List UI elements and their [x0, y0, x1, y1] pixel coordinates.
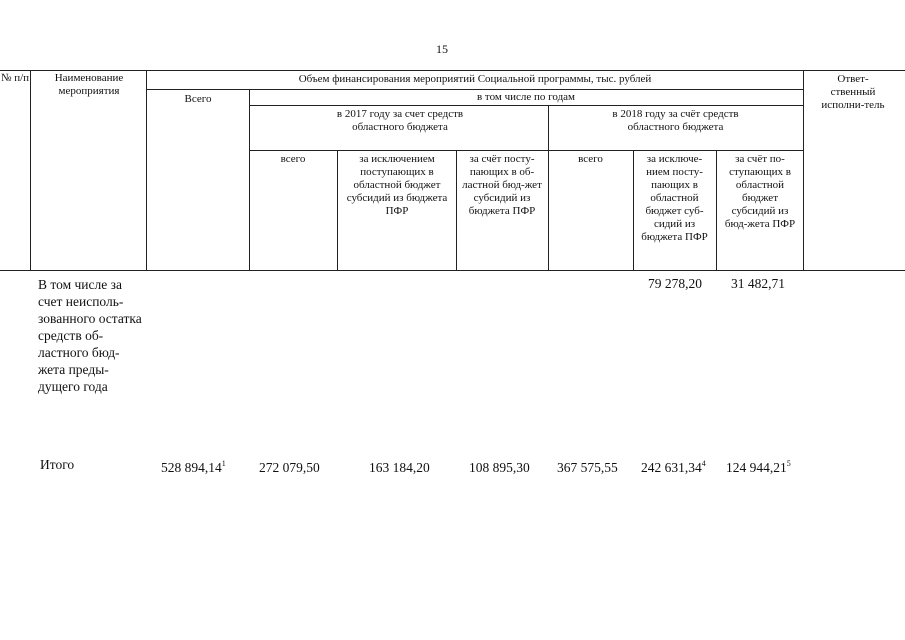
header-col-2018: в 2018 году за счёт средств областного бюджета	[612, 108, 739, 133]
total-2017-pfr: 108 895,30	[469, 460, 530, 475]
header-2018-all: всего	[578, 153, 603, 165]
header-col-name: Наименование мероприятия	[54, 72, 124, 97]
row-value-2018-excl: 79 278,20	[648, 276, 702, 291]
total-value: 528 894,14$^1$	[161, 459, 226, 475]
total-2017-all: 272 079,50	[259, 460, 320, 475]
page-number: 15	[436, 42, 448, 56]
header-2017-pfr: за счёт посту-пающих в об-ластной бюд-жет субсидий из бюджета ПФР	[462, 153, 542, 217]
header-2018-pfr: за счёт по-ступающих в областной бюджет субсидий из бюд-жета ПФР	[724, 153, 796, 230]
header-col-2017: в 2017 году за счет средств областного бюджета	[336, 108, 464, 133]
header-2017-all: всего	[280, 153, 306, 165]
header-col-number: № п/п	[0, 72, 30, 84]
total-2018-excl: 242 631,34$^4$	[641, 459, 706, 475]
total-2018-all: 367 575,55	[557, 460, 618, 475]
header-col-by-years: в том числе по годам	[476, 91, 576, 103]
header-2017-excl: за исключением поступающих в областной бюджет субсидий из бюджета ПФР	[346, 153, 448, 217]
total-2018-pfr: 124 944,21$^5$	[726, 459, 791, 475]
header-col-funding: Объем финансирования мероприятий Социальной программы, тыс. рублей	[298, 73, 652, 85]
total-2017-excl: 163 184,20	[369, 460, 430, 475]
header-col-total: Всего	[184, 93, 212, 105]
row-value-2018-pfr: 31 482,71	[731, 276, 785, 291]
header-2018-excl: за исключе-нием посту-пающих в областной бюджет суб-сидий из бюджета ПФР	[641, 153, 708, 243]
row-name-total: Итого	[40, 457, 75, 472]
header-col-responsible: Ответ-ственный исполни-тель	[821, 73, 885, 111]
row-name-unused-balance: В том числе за счет неисполь-зованного остатка средств об-ластного бюд-жета преды-дущего года	[38, 277, 142, 394]
